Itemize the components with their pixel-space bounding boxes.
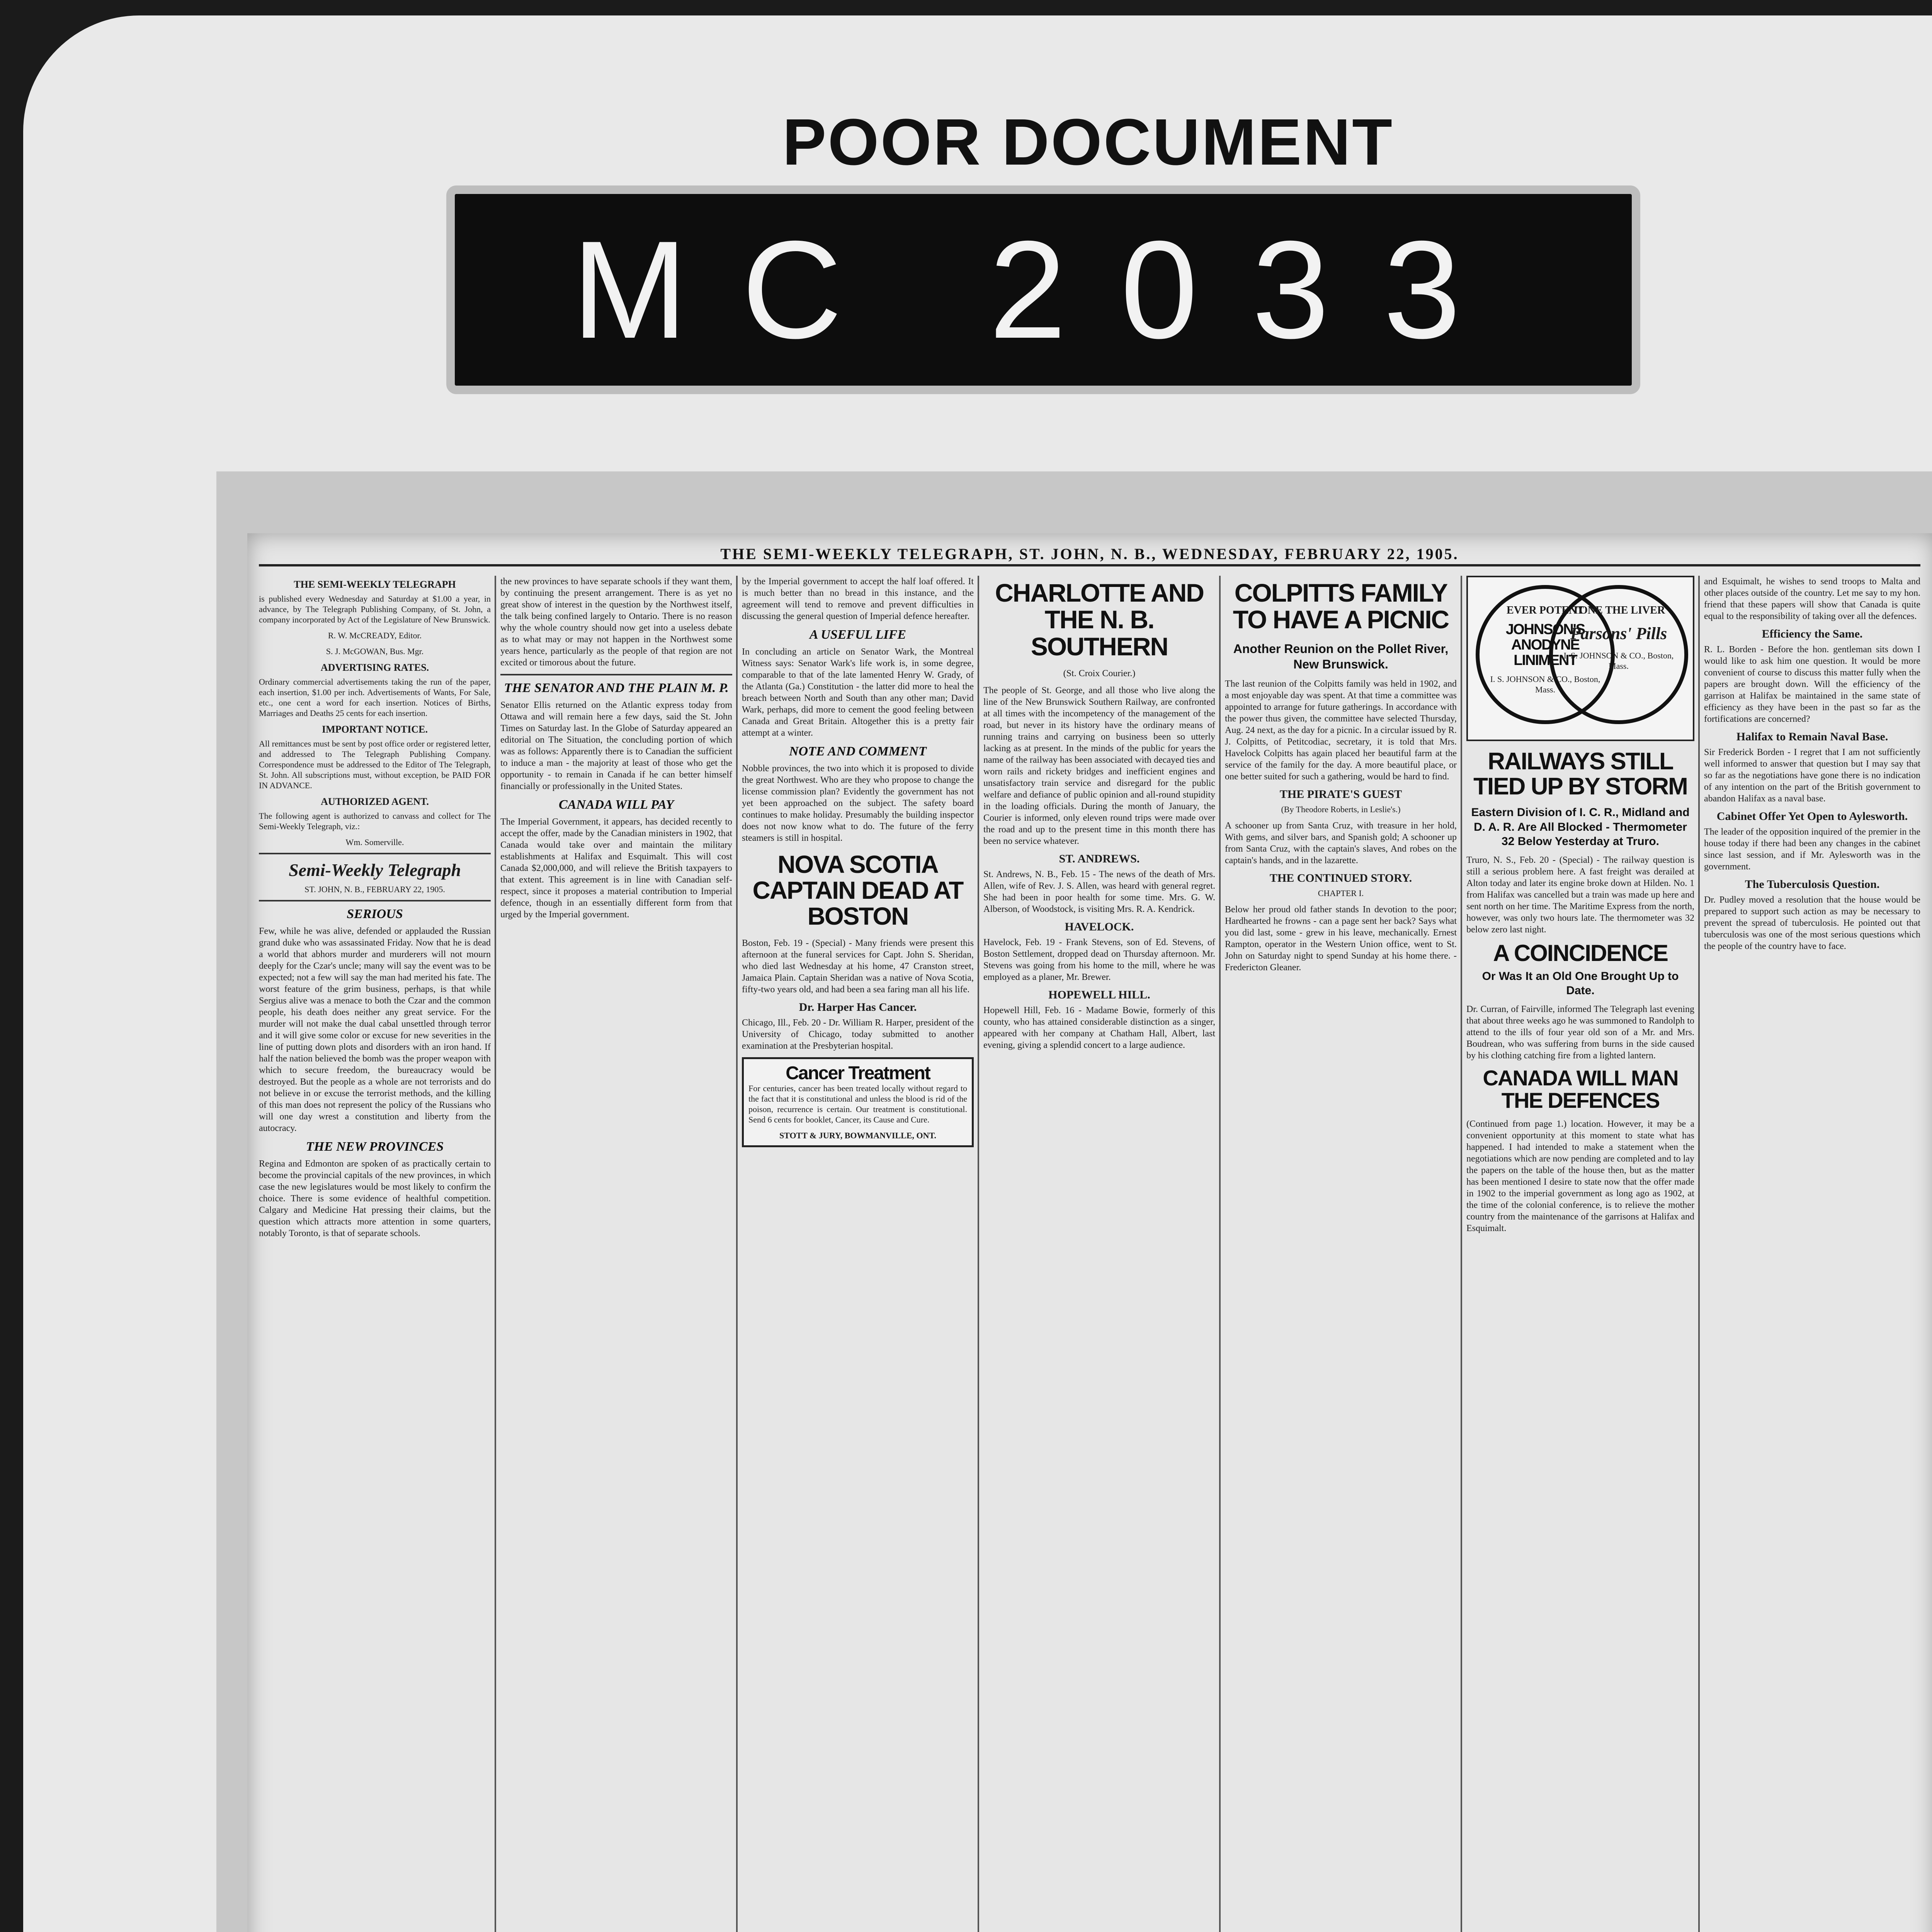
efficiency-heading: Efficiency the Same. (1762, 628, 1863, 640)
coincidence-subheading: Or Was It an Old One Brought Up to Date. (1482, 969, 1679, 997)
defences-heading: CANADA WILL MAN THE DEFENCES (1483, 1065, 1678, 1113)
column-rule (495, 576, 496, 1932)
business-manager-line: S. J. McGOWAN, Bus. Mgr. (326, 646, 424, 656)
poor-document-label: POOR DOCUMENT (782, 105, 1394, 179)
havelock-heading: HAVELOCK. (1065, 920, 1134, 933)
column-7 (1704, 576, 1920, 1932)
coincidence-article: Dr. Curran, of Fairville, informed The Telegraph last evening that about three weeks ago he was summoned to Randolph to attend to the ills of four year old son of a Mr. and Mrs. Boudrean, who was suffering from burns in the side caused by his clothing catching fire from a lighted lantern. (1466, 1004, 1694, 1061)
divider (259, 853, 491, 854)
pills-ad-circle (1549, 585, 1688, 724)
newspaper-page (247, 533, 1932, 1932)
chapter-1-label: CHAPTER I. (1318, 888, 1364, 898)
continued-story-text: Below her proud old father stands In devotion to the poor; Hardhearted he frowns - can a page sent her back? Says what you did last, some - grew in his leave, mechanically. Ernest Rampton, operator in the Western Union office, went to St. John on Saturday night to spend Sunday at his home there. - Fredericton Gleaner. (1225, 904, 1457, 973)
tone-liver-text: TONE THE LIVER (1572, 604, 1665, 616)
ad-rates-heading: ADVERTISING RATES. (320, 662, 429, 673)
cancer-treatment-signature: STOTT & JURY, BOWMANVILLE, ONT. (779, 1130, 937, 1140)
railways-article: Truro, N. S., Feb. 20 - (Special) - The railway question is still a serious problem here. A fast freight was derailed at Alton today and later its engine broke down at Hilden. No. 1 from Halifax was cancelled but a train was made up here and sent north on her time. The Maritime Express from the north, however, was only two hours late. The thermometer was 32 below zero last night. (1466, 855, 1694, 935)
column-4 (983, 576, 1215, 1932)
liniment-brand: JOHNSON'S ANODYNE LINIMENT (1505, 621, 1585, 668)
parsons-pills-brand: Parsons' Pills (1570, 624, 1667, 643)
charlotte-heading: CHARLOTTE AND THE N. B. SOUTHERN (995, 578, 1204, 661)
efficiency-article: R. L. Borden - Before the hon. gentleman sits down I would like to ask him one question. It would be more convenient of course to discuss this matter fully when the papers are brought down. Will the efficiency of the garrison at Halifax be maintained in the same state of efficiency as they have been in the past so far as the fortifications are concerned? (1704, 645, 1920, 724)
pirates-guest-heading: THE PIRATE'S GUEST (1279, 787, 1402, 801)
important-notice-heading: IMPORTANT NOTICE. (321, 724, 428, 735)
useful-life-heading: A USEFUL LIFE (809, 628, 906, 642)
column-5 (1225, 576, 1457, 1932)
defences-article: (Continued from page 1.) location. However, it may be a convenient opportunity at this moment to state what has happened. I had intended to make a statement when the negotiations which are now pending are completed and to lay the papers on the table of the house then, but as the matter has been mentioned I desire to state now that the offer made in 1902 to the imperial government as long ago as 1902, at the time of the colonial conference, is to relieve the mother country from the maintenance of the garrisons at Halifax and Esquimalt. (1466, 1119, 1694, 1234)
canada-will-pay-article: The Imperial Government, it appears, has decided recently to accept the offer, made by the Canadian ministers in 1902, that Canada would take over and maintain the military establishments at Halifax and Esquimalt. This will cost Canada $2,000,000, and will relieve the British taxpayers to that extent. This agreement is in line with Canadian self-respect, since it proposes a material contribution to Imperial defence, though in an essentially different form from that urged by the Imperial government. (500, 817, 732, 920)
column-rule (1219, 576, 1221, 1932)
pirates-guest-poem: A schooner up from Santa Cruz, with treasure in her hold, With gems, and silver bars, and Spanish gold; A schooner up from Santa Cruz, with the captain's slaves, And robes on the captain's hands, and in the lazarette. (1225, 820, 1457, 866)
coincidence-heading: A COINCIDENCE (1493, 940, 1668, 966)
column-rule (1461, 576, 1462, 1932)
naval-base-article: Sir Frederick Borden - I regret that I am not sufficiently well informed to answer that question but I may say that so far as the negotiations have gone there is no indication of any intention on the part of the British government to abandon Halifax as a naval base. (1704, 747, 1920, 804)
note-comment-article: Nobble provinces, the two into which it is proposed to divide the great Northwest. Who are they who propose to change the license commission plan? Evidently the government has not yet been approached on the subject. The safety board continues to make holiday. Presumably the building inspector does not now know what to do. The future of the ferry steamers is still in hospital. (742, 764, 974, 843)
st-andrews-heading: ST. ANDREWS. (1059, 852, 1140, 865)
microfilm-code-plate (446, 185, 1640, 394)
note-comment-heading: NOTE AND COMMENT (789, 744, 927, 759)
colpitts-article: The last reunion of the Colpitts family was held in 1902, and a most enjoyable day was spent. At that time a committee was appointed to arrange for future gatherings. In accordance with the power thus given, the committee have selected Thursday, Aug. 24 next, as the day for a picnic. In a circular issued by R. J. Colpitts, of Petitcodiac, secretary, it is told that Mrs. Havelock Colpitts has again placed her beautiful farm at the service of the family for the day. A more beautiful place, or one better suited for such a gathering, would be hard to find. (1225, 679, 1457, 782)
divider (259, 900, 491, 901)
pills-maker: I. S. JOHNSON & CO., Boston, Mass. (1563, 651, 1674, 671)
divider (500, 674, 732, 675)
important-notice-text: All remittances must be sent by post office order or registered letter, and addressed to The Telegraph Publishing Company. Correspondence must be addressed to the Editor of The Telegraph, St. John. All subscriptions must, without exception, be PAID FOR IN ADVANCE. (259, 739, 491, 790)
nova-scotia-captain-article: Boston, Feb. 19 - (Special) - Many friends were present this afternoon at the funeral services for Capt. John S. Sheridan, who died last Wednesday at his home, 47 Cranston street, Jamaica Plain. Captain Sheridan was a native of Nova Scotia, fifty-two years old, and had been a sea faring man all his life. (742, 938, 974, 995)
authorized-agent-text: The following agent is authorized to canvass and collect for The Semi-Weekly Telegraph, viz.: (259, 811, 491, 831)
railways-heading: RAILWAYS STILL TIED UP BY STORM (1473, 748, 1687, 800)
tuberculosis-article: Dr. Pudley moved a resolution that the house would be prepared to support such action as may be necessary to prevent the spread of tuberculosis. He pointed out that tuberculosis was one of the most serious questions which the people of the country have to face. (1704, 895, 1920, 951)
microfilm-code: MC 2033 (571, 212, 1515, 367)
st-andrews-article: St. Andrews, N. B., Feb. 15 - The news of the death of Mrs. Allen, wife of Rev. J. S. Allen, was heard with general regret. She had been in poor health for some time. Mrs. G. W. Alberson, of Woodstock, is visiting Mrs. R. A. Kendrick. (983, 869, 1215, 914)
serious-heading: SERIOUS (347, 907, 403, 921)
telegraph-header-title: THE SEMI-WEEKLY TELEGRAPH (294, 579, 456, 590)
colpitts-subheading: Another Reunion on the Pollet River, New Brunswick. (1233, 641, 1449, 671)
defences-continuation: and Esquimalt, he wishes to send troops to Malta and other places outside of the country. Let me say to my hon. friend that these papers will show that Canada is quite equal to the responsibility of taking over all the defences. (1704, 577, 1920, 621)
railways-subheading: Eastern Division of I. C. R., Midland and D. A. R. Are All Blocked - Thermometer 32 Below Yesterday at Truro. (1471, 806, 1690, 848)
hopewell-hill-article: Hopewell Hill, Feb. 16 - Madame Bowie, formerly of this county, who has attained considerable distinction as a singer, appeared with her company at Chatham Hall, Albert, last evening, giving a splendid concert to a large audience. (983, 1005, 1215, 1050)
imperial-continuation: by the Imperial government to accept the half loaf offered. It is much better than no bread in this instance, and the agreement will tend to remove and prevent difficulties in discussing the general question of Imperial defence hereafter. (742, 577, 974, 621)
canada-will-pay-heading: CANADA WILL PAY (559, 798, 674, 812)
senator-article: Senator Ellis returned on the Atlantic express today from Ottawa and will remain here a few days, said the St. John Times on Saturday last. In the Globe of Saturday appeared an editorial on The Situation, the concluding portion of which was as follows: Apparently there is to Canadian the sufficient to induce a man - the majority at least of those who get the opportunity - to remain in Canada if he can better himself financially or professionally in the United States. (500, 700, 732, 791)
useful-life-article: In concluding an article on Senator Wark, the Montreal Witness says: Senator Wark's life work is, in some degree, comparable to that of the late lamented Henry W. Grady, of the Atlanta (Ga.) Constitution - the latter did more to heal the breach between North and South than any other man; David Wark, perhaps, did more to cement the good feeling between Canada and Great Britain. Altogether this is a pretty fair attempt at a winter. (742, 647, 974, 738)
column-rule (736, 576, 738, 1932)
new-provinces-article: Regina and Edmonton are spoken of as practically certain to become the provincial capitals of the new provinces, in which case the new legislatures would be most likely to confirm the choice. There is some evidence of healthful competition. Calgary and Medicine Hat pressing their claims, but the question which attracts more attention in some quarters, notably Toronto, is that of separate schools. (259, 1159, 491, 1238)
column-rule (978, 576, 979, 1932)
havelock-article: Havelock, Feb. 19 - Frank Stevens, son of Ed. Stevens, of Boston Settlement, dropped dead on Thursday afternoon. Mr. Stevens was going from his home to the mill, where he was employed as a planer, Mr. Brewer. (983, 937, 1215, 982)
pirates-guest-byline: (By Theodore Roberts, in Leslie's.) (1281, 804, 1401, 814)
liniment-maker: I. S. JOHNSON & CO., Boston, Mass. (1490, 674, 1600, 694)
nova-scotia-captain-heading: NOVA SCOTIA CAPTAIN DEAD AT BOSTON (752, 850, 963, 930)
editor-line: R. W. McCREADY, Editor. (328, 631, 422, 640)
cabinet-offer-article: The leader of the opposition inquired of the premier in the house today if there had been any changes in the cabinet since last session, and if Mr. Aylesworth was in the government. (1704, 827, 1920, 872)
hopewell-hill-heading: HOPEWELL HILL. (1048, 988, 1150, 1001)
column-2 (500, 576, 732, 1932)
agent-name: Wm. Somerville. (345, 837, 404, 847)
dateline: ST. JOHN, N. B., FEBRUARY 22, 1905. (304, 884, 445, 894)
naval-base-heading: Halifax to Remain Naval Base. (1736, 730, 1888, 743)
masthead-text: THE SEMI-WEEKLY TELEGRAPH, ST. JOHN, N. B., WEDNESDAY, FEBRUARY 22, 1905. (720, 545, 1459, 563)
telegraph-header-text: is published every Wednesday and Saturday at $1.00 a year, in advance, by The Telegraph Publishing Company, of St. John, a company incorporated by Act of the Legislature of New Brunswick. (259, 594, 491, 624)
cancer-treatment-ad (742, 1057, 974, 1147)
charlotte-source: (St. Croix Courier.) (1063, 668, 1136, 679)
harper-heading: Dr. Harper Has Cancer. (799, 1000, 917, 1014)
cancer-treatment-text: For centuries, cancer has been treated locally without regard to the fact that it is constitutional and unless the blood is rid of the poison, recurrence is certain. Our treatment is constitutional. Send 6 cents for booklet, Cancer, its Cause and Cure. (748, 1083, 967, 1124)
schools-continuation: the new provinces to have separate schools if they want them, by continuing the present arrangement. There is as yet no great show of interest in the question by the Northwest itself, the talk being confined largely to Ontario. There is no reason why the whole country should now get into a useless debate as to what may or may not happen in the Northwest some years hence, particularly as the people of that region are not excited or timorous about the future. (500, 577, 732, 668)
column-1 (259, 576, 491, 1932)
paper-name: Semi-Weekly Telegraph (289, 860, 461, 880)
senator-heading: THE SENATOR AND THE PLAIN M. P. (504, 681, 729, 695)
cancer-treatment-heading: Cancer Treatment (786, 1063, 930, 1083)
masthead (259, 545, 1920, 566)
film-sheet (216, 471, 1932, 1932)
tuberculosis-heading: The Tuberculosis Question. (1745, 878, 1880, 891)
charlotte-article: The people of St. George, and all those who live along the line of the New Brunswick Southern Railway, are confronted at all times with the incompetency of the management of the road, but never in its history have the ordinary means of running trains and carrying on business been so utterly lacking as at present. In the minds of the public for years the name of the railway has been associated with decayed ties and worn rails and rickety bridges and inefficient engines and unsatisfactory train service and disregard for the public welfare and defiance of public opinion and all-round stupidity in the loading officials. During the month of January, the Courier is informed, only eleven round trips were made over the road and up to the present time in this month there has been no service whatever. (983, 685, 1215, 846)
new-provinces-heading: THE NEW PROVINCES (306, 1139, 444, 1154)
microfilm-frame (23, 15, 1932, 1932)
column-rule (1698, 576, 1700, 1932)
colpitts-heading: COLPITTS FAMILY TO HAVE A PICNIC (1233, 578, 1449, 634)
column-3 (742, 576, 974, 1932)
authorized-agent-heading: AUTHORIZED AGENT. (321, 796, 429, 807)
ever-potent-text: EVER POTENT (1507, 604, 1584, 616)
serious-article: Few, while he was alive, defended or applauded the Russian grand duke who was assassinated Friday. Now that he is dead a world that abhors murder and murderers will not mourn deeply for the Czar's uncle; many will say the event was to be expected; not a few will say the man had merited his fate. The worst feature of the grim business, perhaps, is that while Sergius alive was a menace to both the Czar and the common people, his death does neither any great service. For the murder will not make the dual cabal unsettled through terror and it will give some color or excuse for new severities in the line of putting down plots and disorders with an iron hand. If half the nation believed the bomb was the proper weapon with which to secure freedom, the bureaucracy would be destroyed. But the people as a whole are not terrorists and do not believe in or excuse the terrorist methods, and the killing of this man does not represent the policy of the Russians who will one day wrest a constitution and liberty from the autocracy. (259, 926, 491, 1133)
liniment-pills-ad (1466, 576, 1694, 741)
column-6 (1466, 576, 1694, 1932)
continued-story-heading: THE CONTINUED STORY. (1269, 871, 1412, 884)
ad-rates-text: Ordinary commercial advertisements taking the run of the paper, each insertion, $1.00 per inch. Advertisements of Wants, For Sale, etc., one cent a word for each insertion. Notices of Births, Marriages and Deaths 25 cents for each insertion. (259, 677, 491, 718)
cabinet-offer-heading: Cabinet Offer Yet Open to Aylesworth. (1716, 810, 1908, 823)
harper-article: Chicago, Ill., Feb. 20 - Dr. William R. Harper, president of the University of Chicago, today submitted to another examination at the Presbyterian hospital. (742, 1017, 974, 1051)
